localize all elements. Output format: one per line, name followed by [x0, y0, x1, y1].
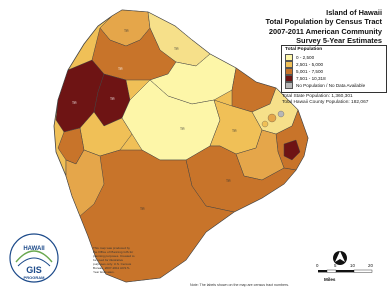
disclaimer-text: This map was produced by the Office of Planning GIS for planning purposes. Created to be used for illustrative purposes only. U.S. Census Bureau, 2007-2011 ACS 5-Year Estimates.	[93, 246, 135, 274]
hawaii-gis-logo	[10, 234, 58, 282]
legend-swatch	[285, 68, 293, 75]
legend-item	[285, 54, 314, 61]
logo-line-1: HAWAII	[23, 246, 45, 252]
tract-label: TR	[72, 101, 77, 105]
legend-swatch	[285, 75, 293, 82]
tract-label: TR	[110, 97, 115, 101]
legend-item	[285, 61, 323, 68]
title-line-4: Survey 5-Year Estimates	[296, 36, 382, 46]
tract-label: TR	[232, 129, 237, 133]
total-county-population: Total Hawaii County Population: 182,067	[282, 100, 369, 106]
legend-swatch	[285, 54, 293, 61]
title-line-3: 2007-2011 American Community	[268, 26, 382, 36]
scale-unit: Miles	[324, 277, 336, 282]
map-title	[222, 8, 382, 46]
legend-label: 2,501 - 5,000	[296, 62, 324, 67]
title-line-1: Island of Hawaii	[326, 8, 382, 17]
legend-label: 0 - 2,500	[296, 55, 315, 60]
scale-tick: 20	[368, 263, 373, 268]
tract-label: TR	[226, 179, 231, 183]
legend-label: No Population / No Data Available	[296, 83, 366, 88]
map-note: Note: The labels shown on the map are census tract numbers.	[190, 283, 290, 287]
tract-label: TR	[118, 67, 123, 71]
tract-label: TR	[140, 207, 145, 211]
tract-hilo-small-3	[262, 121, 268, 127]
legend-label: 7,501 - 10,318	[296, 76, 326, 81]
scale-tick: 5	[334, 263, 337, 268]
legend-swatch	[285, 61, 293, 68]
scale-tick: 0	[316, 263, 319, 268]
logo-line-2: GIS	[26, 265, 42, 275]
tract-label: TR	[174, 47, 179, 51]
population-totals	[282, 94, 386, 107]
legend-label: 5,001 - 7,500	[296, 69, 324, 74]
map-legend	[281, 45, 387, 93]
scale-tick: 10	[350, 263, 355, 268]
legend-item	[285, 75, 326, 82]
tract-label: TR	[124, 29, 129, 33]
tract-hilo-small-2	[278, 111, 284, 117]
total-state-population: Total State Population: 1,360,301	[282, 94, 353, 99]
legend-item	[285, 82, 365, 89]
title-line-2: Total Population by Census Tract	[265, 17, 382, 27]
tract-hilo-small-1	[268, 114, 276, 122]
legend-item	[285, 68, 323, 75]
legend-swatch	[285, 82, 293, 89]
scale-bar	[318, 270, 372, 272]
legend-title: Total Population	[285, 47, 323, 52]
tract-label: TR	[180, 127, 185, 131]
logo-line-3: PROGRAM	[23, 275, 45, 280]
